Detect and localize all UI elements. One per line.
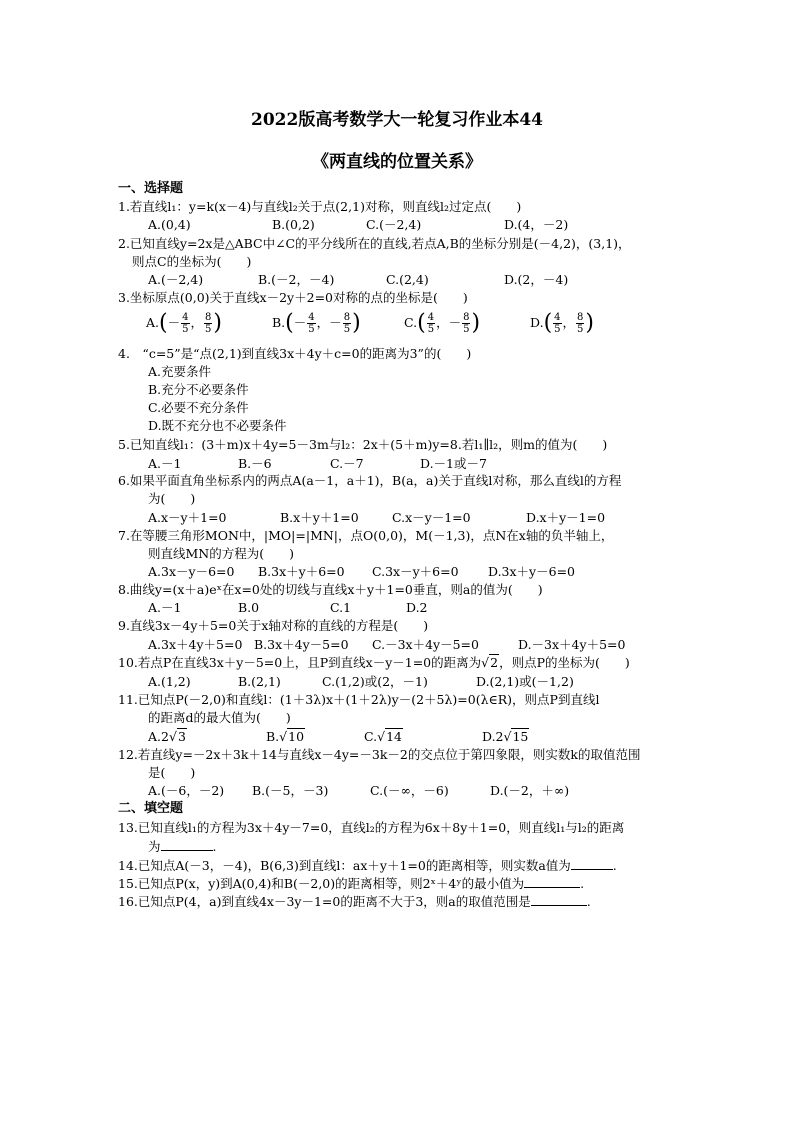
- question-12-stem-cont: 是( ): [148, 765, 196, 780]
- page-subtitle: 《两直线的位置关系》: [312, 152, 482, 172]
- q6-option-b: B.x＋y＋1=0: [280, 510, 359, 525]
- question-12-stem: 12.若直线y=－2x＋3k＋14与直线x－4y=－3k－2的交点位于第四象限，则实数k的取值范围: [118, 747, 641, 762]
- q9-option-d: D.－3x＋4y＋5=0: [518, 637, 626, 652]
- q4-option-c: C.必要不充分条件: [148, 400, 249, 415]
- q2-option-d: D.(2，－4): [504, 272, 569, 287]
- q4-option-a: A.充要条件: [148, 364, 212, 379]
- q2-option-b: B.(－2，－4): [258, 272, 335, 287]
- q1-option-a: A.(0,4): [148, 217, 191, 232]
- question-7-stem-cont: 则直线MN的方程为( ): [148, 546, 294, 561]
- q3-option-d: D.( $\frac{4}{5}$ ， $\frac{8}{5}$ ): [530, 310, 595, 336]
- question-6-stem-cont: 为( ): [148, 491, 196, 506]
- question-14-stem: 14.已知点A(－3，－4)，B(6,3)到直线l：ax＋y＋1=0的距离相等，则实数a值为 .: [118, 858, 617, 873]
- q5-option-b: B.－6: [238, 456, 272, 471]
- q5-option-c: C.－7: [330, 456, 364, 471]
- q11-option-a: A.2√3: [148, 729, 186, 744]
- question-3-stem: 3.坐标原点(0,0)关于直线x－2y＋2=0对称的点的坐标是( ): [118, 290, 468, 305]
- q7-option-b: B.3x＋y＋6=0: [258, 564, 345, 579]
- question-13-stem: 13.已知直线l₁的方程为3x＋4y－7=0，直线l₂的方程为6x＋8y＋1=0，则直线l₁与l₂的距离: [118, 820, 625, 835]
- q5-option-d: D.－1或－7: [420, 456, 487, 471]
- page-title: 2022版高考数学大一轮复习作业本44: [251, 110, 543, 130]
- question-10-stem: 10.若点P在直线3x＋y－5=0上，且P到直线x－y－1=0的距离为√2，则点P的坐标为( ): [118, 655, 630, 670]
- q11-option-d: D.2√15: [482, 729, 529, 744]
- q3-option-a: A.(－ $\frac{4}{5}$ ， $\frac{8}{5}$ ): [146, 310, 222, 336]
- q6-option-c: C.x－y－1=0: [392, 510, 471, 525]
- q12-option-d: D.(－2，＋∞): [490, 783, 570, 798]
- q10-option-c: C.(1,2)或(2，－1): [322, 674, 428, 689]
- q1-option-d: D.(4，－2): [504, 217, 569, 232]
- answer-blank-14[interactable]: [571, 857, 613, 870]
- sqrt-symbol: √2: [481, 655, 499, 670]
- q7-option-a: A.3x－y－6=0: [148, 564, 235, 579]
- q12-option-b: B.(－5，－3): [252, 783, 329, 798]
- question-1-stem: 1.若直线l₁：y=k(x－4)与直线l₂关于点(2,1)对称，则直线l₂过定点( ): [118, 199, 522, 214]
- q12-option-a: A.(－6，－2): [148, 783, 225, 798]
- question-11-stem: 11.已知点P(－2,0)和直线l：(1＋3λ)x＋(1＋2λ)y－(2＋5λ)=0(λ∈R)，则点P到直线l: [118, 692, 600, 707]
- q3-option-b: B.(－ $\frac{4}{5}$ ，－ $\frac{8}{5}$ ): [272, 310, 361, 336]
- question-5-stem: 5.已知直线l₁：(3＋m)x＋4y=5－3m与l₂：2x＋(5＋m)y=8.若l₁∥l₂，则m的值为( ): [118, 437, 608, 452]
- question-11-stem-cont: 的距离d的最大值为( ): [148, 710, 291, 725]
- q2-option-c: C.(2,4): [386, 272, 429, 287]
- q3-option-c: C.( $\frac{4}{5}$ ，－ $\frac{8}{5}$ ): [404, 310, 481, 336]
- q2-option-a: A.(－2,4): [148, 272, 204, 287]
- question-13-stem-cont: 为 .: [148, 839, 217, 854]
- answer-blank-15[interactable]: [524, 875, 580, 888]
- q9-option-a: A.3x＋4y＋5=0: [148, 637, 243, 652]
- q8-option-d: D.2: [406, 600, 428, 615]
- q9-option-c: C.－3x＋4y－5=0: [372, 637, 479, 652]
- q10-option-b: B.(2,1): [238, 674, 281, 689]
- q12-option-c: C.(－∞，－6): [370, 783, 449, 798]
- question-16-stem: 16.已知点P(4，a)到直线4x－3y－1=0的距离不大于3，则a的取值范围是 .: [118, 894, 591, 909]
- q6-option-a: A.x－y＋1=0: [148, 510, 227, 525]
- question-15-stem: 15.已知点P(x，y)到A(0,4)和B(－2,0)的距离相等，则2ˣ＋4ʸ的最小值为 .: [118, 876, 585, 891]
- q8-option-b: B.0: [238, 600, 260, 615]
- section-heading-fill: 二、填空题: [118, 801, 184, 816]
- q4-option-d: D.既不充分也不必要条件: [148, 418, 287, 433]
- question-7-stem: 7.在等腰三角形MON中，|MO|=|MN|，点O(0,0)，M(－1,3)，点N在x轴的负半轴上，: [118, 528, 614, 543]
- question-4-stem: 4. “c=5”是“点(2,1)到直线3x＋4y＋c=0的距离为3”的( ): [118, 346, 472, 361]
- answer-blank-16[interactable]: [531, 893, 587, 906]
- answer-blank-13[interactable]: [161, 838, 213, 851]
- question-9-stem: 9.直线3x－4y＋5=0关于x轴对称的直线的方程是( ): [118, 618, 429, 633]
- q6-option-d: D.x＋y－1=0: [526, 510, 606, 525]
- q10-option-d: D.(2,1)或(－1,2): [476, 674, 574, 689]
- question-2-stem: 2.已知直线y=2x是△ABC中∠C的平分线所在的直线,若点A,B的坐标分别是(－4,2)，(3,1)，: [118, 236, 631, 251]
- question-2-stem-cont: 则点C的坐标为( ): [132, 254, 252, 269]
- q7-option-c: C.3x－y＋6=0: [372, 564, 459, 579]
- question-8-stem: 8.曲线y=(x＋a)eˣ在x=0处的切线与直线x＋y＋1=0垂直，则a的值为( ): [118, 582, 543, 597]
- q8-option-a: A.－1: [148, 600, 182, 615]
- q7-option-d: D.3x＋y－6=0: [488, 564, 575, 579]
- q10-option-a: A.(1,2): [148, 674, 191, 689]
- q1-option-c: C.(－2,4): [366, 217, 422, 232]
- q11-option-c: C.√14: [364, 729, 402, 744]
- q4-option-b: B.充分不必要条件: [148, 382, 249, 397]
- question-6-stem: 6.如果平面直角坐标系内的两点A(a－1，a＋1)，B(a，a)关于直线l对称，那么直线l的方程: [118, 473, 622, 488]
- q11-option-b: B.√10: [266, 729, 305, 744]
- q5-option-a: A.－1: [148, 456, 182, 471]
- section-heading-choice: 一、选择题: [118, 181, 184, 196]
- q9-option-b: B.3x＋4y－5=0: [254, 637, 349, 652]
- q1-option-b: B.(0,2): [272, 217, 315, 232]
- q8-option-c: C.1: [330, 600, 352, 615]
